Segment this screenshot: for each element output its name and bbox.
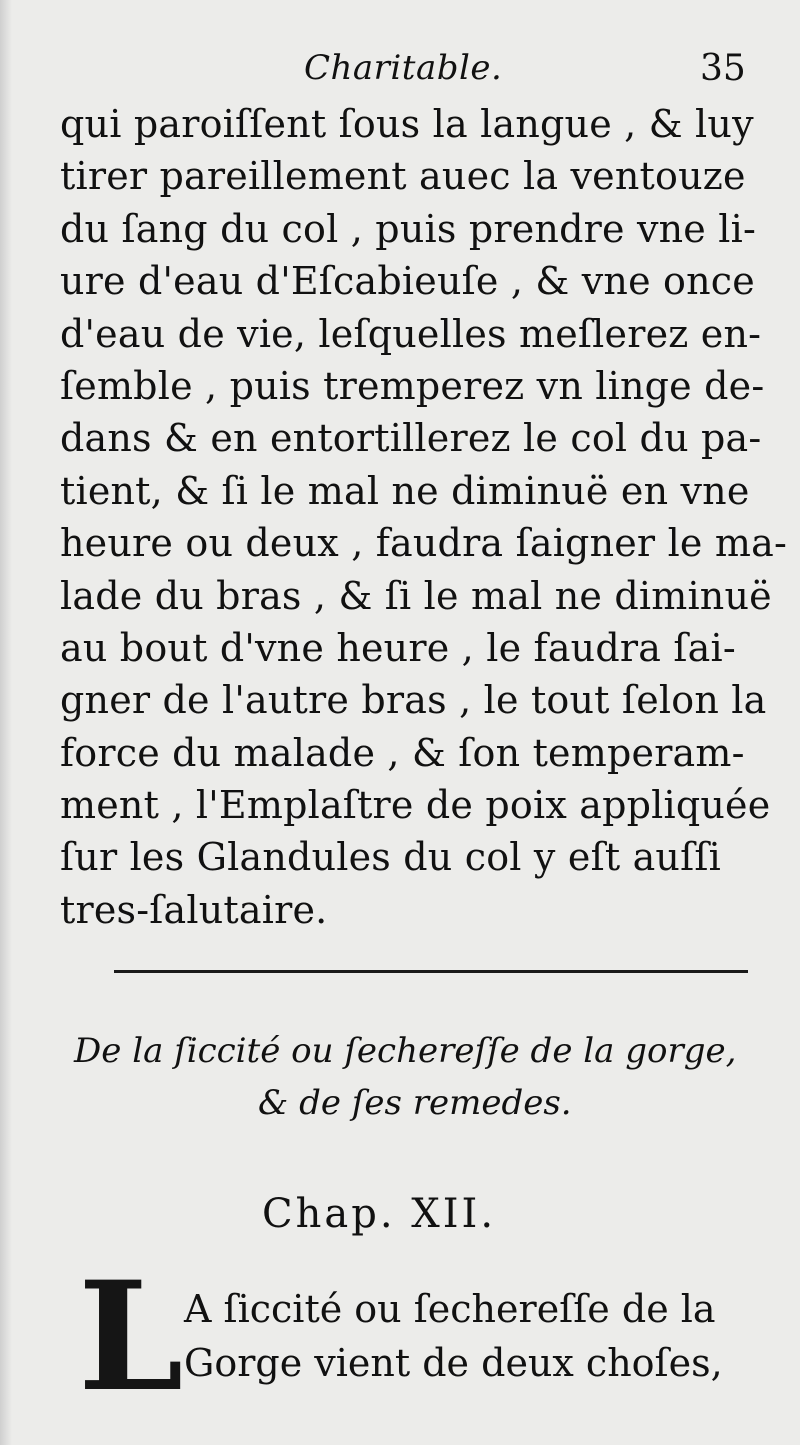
section-heading-line: & de ſes remedes.: [258, 1083, 572, 1123]
text-line: heure ou deux , faudra ſaigner le ma-: [60, 521, 788, 566]
text-line: ment , l'Emplaſtre de poix appliquée: [60, 783, 771, 828]
chapter-label: Chap. XII.: [262, 1191, 497, 1237]
text-line: au bout d'vne heure , le faudra ſai-: [60, 625, 736, 670]
text-line: ſemble , puis tremperez vn linge de-: [60, 363, 765, 408]
text-line: ure d'eau d'Eſcabieuſe , & vne once: [60, 259, 755, 304]
text-line: tirer pareillement auec la ventouze: [60, 154, 746, 199]
drop-cap: L: [78, 1249, 184, 1425]
text-line: lade du bras , & ſi le mal ne diminuë: [60, 573, 772, 618]
page-number: 35: [700, 48, 746, 89]
section-divider: [114, 970, 748, 973]
running-title: Charitable.: [304, 48, 503, 88]
text-line: du ſang du col , puis prendre vne li-: [60, 206, 757, 251]
text-line: tres-ſalutaire.: [60, 887, 328, 932]
text-line: Gorge vient de deux choſes,: [184, 1341, 723, 1385]
text-line: ſur les Glandules du col y eſt auſſi: [60, 835, 721, 880]
section-heading-line: De la ſiccité ou ſechereſſe de la gorge,: [74, 1031, 737, 1071]
text-line: d'eau de vie, leſquelles meſlerez en-: [60, 311, 762, 356]
text-line: tient, & ſi le mal ne diminuë en vne: [60, 468, 750, 513]
text-line: gner de l'autre bras , le tout ſelon la: [60, 678, 767, 723]
text-line: A ſiccité ou ſechereſſe de la: [184, 1287, 716, 1331]
body-text: [60, 98, 788, 936]
running-head: [0, 44, 800, 94]
text-line: qui paroiſſent ſous la langue , & luy: [60, 102, 754, 146]
text-line: dans & en entortillerez le col du pa-: [60, 416, 762, 461]
opening-paragraph: [184, 1282, 784, 1390]
text-line: force du malade , & ſon temperam-: [60, 730, 745, 775]
page-edge-shadow: [0, 0, 12, 1445]
